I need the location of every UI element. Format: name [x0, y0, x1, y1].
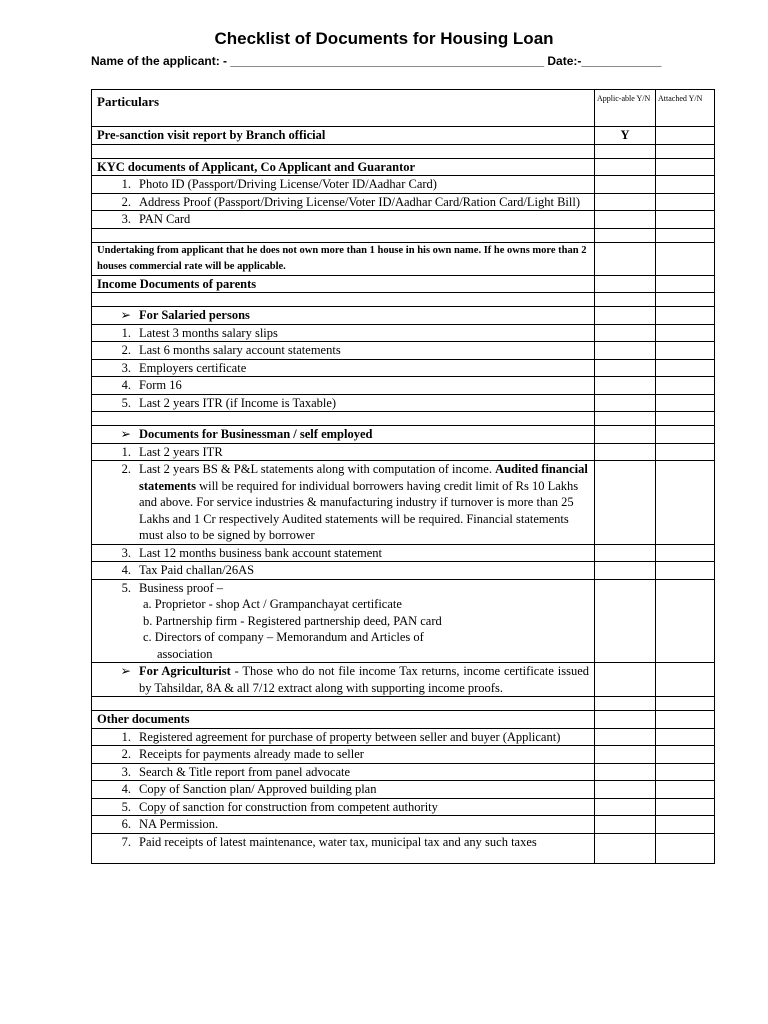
spacer-row: [92, 293, 715, 307]
table-row: [92, 176, 715, 194]
document-title: Checklist of Documents for Housing Loan: [214, 29, 554, 48]
list-item: 3. Last 12 months business bank account statement: [121, 545, 383, 560]
table-row: [92, 342, 715, 360]
list-item: 4. Form 16: [121, 378, 182, 392]
table-row: [92, 763, 715, 781]
table-row: [92, 275, 715, 293]
kyc-heading: KYC documents of Applicant, Co Applicant and Guarantor: [92, 158, 595, 176]
table-row: [92, 663, 715, 697]
table-row: [92, 307, 715, 325]
list-item: 3. Search & Title report from panel advocate: [121, 764, 351, 779]
table-row: [92, 359, 715, 377]
table-row: [92, 711, 715, 729]
spacer-row: [92, 144, 715, 158]
business-proof-b: b. Partnership firm - Registered partnership deed, PAN card: [143, 613, 442, 628]
spacer-row: [92, 412, 715, 426]
table-row: [92, 746, 715, 764]
applicant-name-date-line: Name of the applicant: - _______________________________________________ Date:-____________: [91, 54, 662, 68]
list-item: 5. Last 2 years ITR (if Income is Taxable): [121, 395, 337, 410]
presanction-attached: [656, 127, 715, 145]
list-item: 5. Business proof –: [121, 580, 224, 595]
table-row: [92, 158, 715, 176]
arrow-bullet-icon: ➢: [120, 427, 131, 441]
list-item: 4. Tax Paid challan/26AS: [121, 563, 255, 577]
list-item: 1. Photo ID (Passport/Driving License/Voter ID/Aadhar Card): [121, 177, 437, 191]
spacer-row: [92, 228, 715, 242]
table-row: [92, 193, 715, 211]
checklist-table: [91, 89, 715, 864]
list-item: 2. Last 6 months salary account statements: [121, 343, 341, 357]
list-item: 2. Receipts for payments already made to seller: [121, 747, 364, 761]
header-row: [92, 90, 715, 127]
list-item: 4. Copy of Sanction plan/ Approved building plan: [121, 782, 377, 796]
table-row: [92, 426, 715, 444]
table-row: [92, 544, 715, 562]
business-heading: Documents for Businessman / self employed: [139, 427, 373, 441]
list-item: 1. Last 2 years ITR: [121, 444, 223, 459]
presanction-label: Pre-sanction visit report by Branch official: [92, 127, 595, 145]
table-row: [92, 816, 715, 834]
list-item: 5. Copy of sanction for construction from competent authority: [121, 799, 438, 814]
table-row: [92, 242, 715, 275]
table-row: [92, 461, 715, 545]
agriculturist-text: For Agriculturist - Those who do not file income Tax returns, income certificate issued by Tahsildar, 8A & all 7/12 extract along with supporting income proofs.: [139, 664, 589, 695]
header-particulars: Particulars: [92, 90, 595, 127]
list-item: 1. Registered agreement for purchase of property between seller and buyer (Applicant): [121, 729, 561, 744]
table-row: [92, 377, 715, 395]
list-item: 7. Paid receipts of latest maintenance, water tax, municipal tax and any such taxes: [121, 834, 537, 849]
list-item: 3. Employers certificate: [121, 360, 247, 375]
income-heading: Income Documents of parents: [92, 275, 595, 293]
table-row: [92, 728, 715, 746]
business-proof-c-cont: association: [157, 646, 213, 661]
business-proof-c: c. Directors of company – Memorandum and Articles of: [143, 630, 424, 644]
table-row: [92, 798, 715, 816]
table-row: [92, 781, 715, 799]
table-row: [92, 127, 715, 145]
list-item: 6. NA Permission.: [121, 817, 219, 831]
presanction-applicable: Y: [595, 127, 656, 145]
table-row: [92, 394, 715, 412]
header-attached: Attached Y/N: [658, 94, 703, 103]
salaried-heading: For Salaried persons: [139, 308, 250, 322]
table-row: [92, 579, 715, 663]
table-row: [92, 443, 715, 461]
list-item: 2. Last 2 years BS & P&L statements along with computation of income. Audited financial statements will be required for individual borrowers having credit limit of Rs 10 Lakhs and above. For service industries & manufacturing industry if turnover is more than 25 Lakhs and 1 Cr respectively Audited statements will be required. Financial statements must also to be signed by borrower: [121, 462, 588, 542]
undertaking-text: Undertaking from applicant that he does not own more than 1 house in his own name. If he owns more than 2 houses commercial rate will be applicable.: [92, 242, 595, 275]
header-applicable: Applic-able Y/N: [597, 94, 651, 103]
table-row: [92, 562, 715, 580]
list-item: 1. Latest 3 months salary slips: [121, 325, 278, 340]
arrow-bullet-icon: ➢: [120, 308, 131, 322]
table-row: [92, 211, 715, 229]
table-row: [92, 833, 715, 863]
table-row: [92, 324, 715, 342]
business-proof-a: a. Proprietor - shop Act / Grampanchayat certificate: [143, 597, 402, 611]
arrow-bullet-icon: ➢: [120, 664, 131, 678]
spacer-row: [92, 697, 715, 711]
other-heading: Other documents: [92, 711, 595, 729]
list-item: 2. Address Proof (Passport/Driving License/Voter ID/Aadhar Card/Ration Card/Light Bill): [121, 194, 581, 209]
list-item: 3. PAN Card: [121, 212, 191, 226]
